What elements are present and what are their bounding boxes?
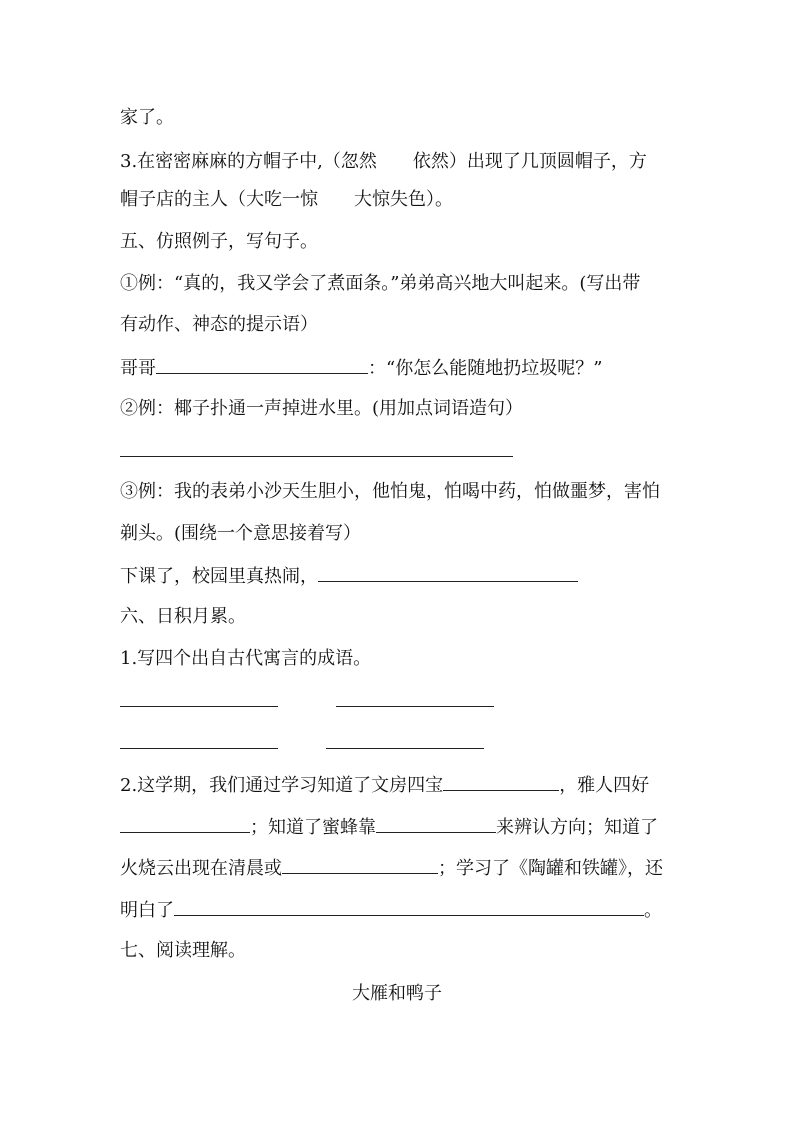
section-7-heading: [120, 939, 246, 963]
question-6-2-line-1: [120, 772, 649, 798]
answer-blank[interactable]: [120, 814, 250, 833]
line-text: 剃头。(围绕一个意思接着写）: [120, 523, 362, 544]
section-5-heading: [120, 230, 318, 254]
line-text: ；知道了蜜蜂靠: [250, 817, 376, 838]
question-3-line-1: [120, 150, 647, 174]
line-text: 明白了: [120, 900, 174, 921]
line-text: 火烧云出现在清晨或: [120, 858, 282, 879]
answer-blank[interactable]: [376, 814, 496, 833]
answer-blank[interactable]: [120, 688, 278, 707]
example-1-line-1: [120, 272, 640, 296]
answer-blank[interactable]: [120, 730, 278, 749]
answer-blank[interactable]: [174, 897, 644, 916]
example-1-line-2: [120, 313, 318, 337]
question-6-2-line-2: [120, 814, 658, 840]
question-6-1: [120, 647, 371, 671]
example-1-answer: [120, 355, 602, 381]
line-text: 1.写四个出自古代寓言的成语。: [120, 648, 372, 669]
line-text: 。: [644, 900, 662, 921]
line-text: ③例：我的表弟小沙天生胆小，他怕鬼，怕喝中药，怕做噩梦，害怕: [120, 481, 660, 502]
text-line: [120, 106, 174, 130]
answer-blank[interactable]: [318, 563, 578, 582]
section-heading: 七、阅读理解。: [120, 940, 246, 961]
question-6-2-line-4: [120, 897, 662, 923]
passage-title: 大雁和鸭子: [352, 983, 442, 1004]
example-3-line-2: [120, 522, 361, 546]
line-text: ②例：椰子扑通一声掉进水里。(用加点词语造句）: [120, 398, 524, 419]
answer-blank[interactable]: [156, 355, 368, 374]
section-heading: 六、日积月累。: [120, 606, 246, 627]
answer-blank[interactable]: [443, 772, 559, 791]
section-heading: 五、仿照例子，写句子。: [120, 231, 318, 252]
line-text: ；学习了《陶罐和铁罐》，还: [438, 858, 663, 879]
example-2-answer: [120, 438, 513, 464]
answer-blank[interactable]: [326, 730, 484, 749]
line-text: 大惊失色）。: [354, 189, 453, 210]
question-3-line-2: [120, 188, 453, 212]
line-text: 来辨认方向；知道了: [496, 817, 658, 838]
idiom-blanks-row-1: [120, 688, 494, 714]
line-text: 哥哥: [120, 358, 156, 379]
section-6-heading: [120, 605, 246, 629]
line-text: ：“你怎么能随地扔垃圾呢？”: [368, 358, 603, 379]
example-3-answer: [120, 563, 578, 589]
question-6-2-line-3: [120, 855, 663, 881]
answer-blank[interactable]: [282, 855, 438, 874]
answer-blank[interactable]: [120, 438, 513, 457]
example-3-line-1: [120, 480, 660, 504]
line-text: 家了。: [120, 107, 174, 128]
line-text: 2.这学期，我们通过学习知道了文房四宝: [120, 775, 444, 796]
example-2-line: [120, 397, 523, 421]
line-text: 有动作、神态的提示语）: [120, 314, 318, 335]
line-text: 3.在密密麻麻的方帽子中,（忽然: [120, 151, 377, 172]
line-text: ①例：“真的，我又学会了煮面条。”弟弟高兴地大叫起来。(写出带: [120, 273, 641, 294]
idiom-blanks-row-2: [120, 730, 484, 756]
line-text: 下课了，校园里真热闹，: [120, 566, 318, 587]
line-text: 帽子店的主人（大吃一惊: [120, 189, 318, 210]
answer-blank[interactable]: [336, 688, 494, 707]
reading-title: [0, 982, 794, 1006]
line-text: ，雅人四好: [559, 775, 650, 796]
line-text: 依然）出现了几顶圆帽子，方: [412, 151, 647, 172]
